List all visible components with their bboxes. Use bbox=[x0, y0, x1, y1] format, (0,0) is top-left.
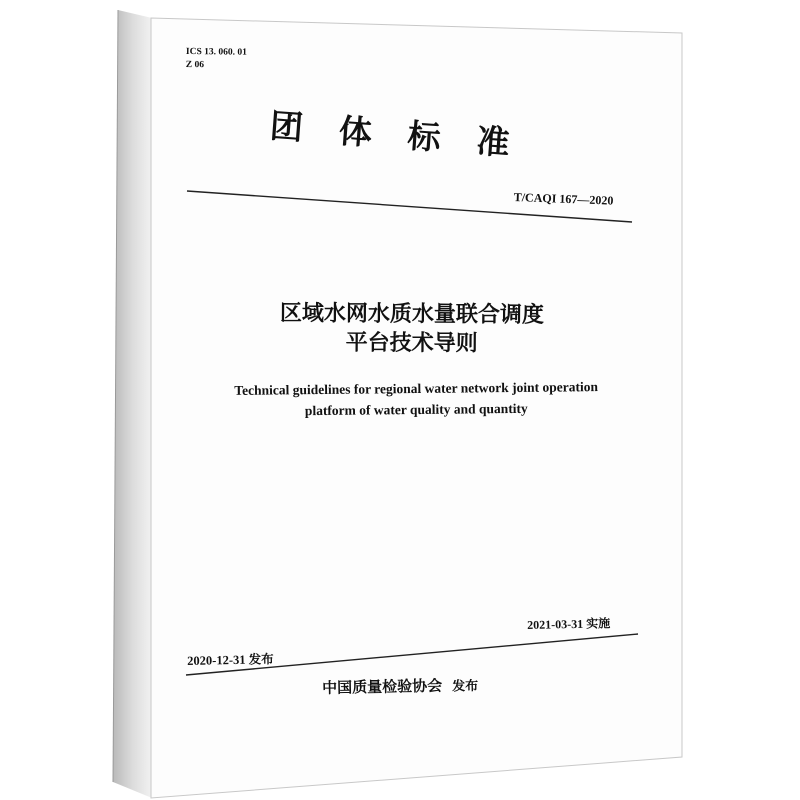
title-en-line-1: Technical guidelines for regional water network joint operation bbox=[234, 379, 598, 398]
publisher bbox=[322, 674, 478, 698]
publisher-verb: 发布 bbox=[452, 679, 479, 695]
title-en-line-2: platform of water quality and quantity bbox=[304, 400, 528, 419]
implementation-date: 2021-03-31 实施 bbox=[527, 616, 611, 632]
publication-date: 2020-12-31 发布 bbox=[187, 652, 274, 668]
title-english bbox=[186, 376, 646, 423]
standard-number: T/CAQI 167—2020 bbox=[513, 190, 614, 208]
ccs-code: Z 06 bbox=[185, 59, 205, 71]
standard-type-heading: 团体标准 bbox=[268, 105, 547, 166]
title-cn-line-2: 平台技术导则 bbox=[345, 330, 478, 357]
title-chinese bbox=[192, 298, 632, 359]
classification-codes bbox=[186, 46, 247, 73]
publisher-name: 中国质量检验协会 bbox=[322, 676, 443, 697]
title-cn-line-1: 区域水网水质水量联合调度 bbox=[279, 301, 544, 328]
ics-code: ICS 13. 060. 01 bbox=[185, 46, 247, 58]
